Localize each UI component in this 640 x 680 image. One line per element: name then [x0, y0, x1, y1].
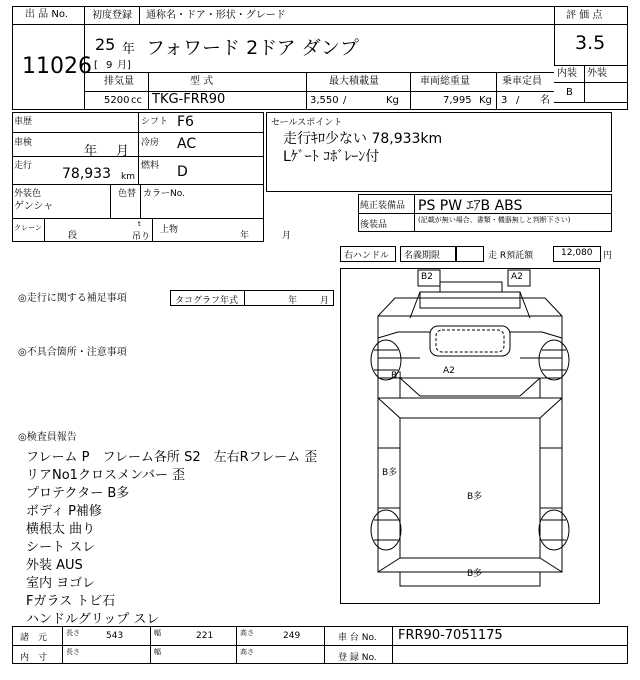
first-reg-label: 初度登録: [92, 10, 132, 21]
mileage: 78,933: [62, 166, 111, 182]
aftermarket-label: 後装品: [360, 220, 388, 230]
inspector-line: Fガラス トビ石: [26, 594, 116, 609]
month-close: 月]: [117, 60, 131, 71]
height-value: 249: [283, 631, 301, 641]
crane-label: クレーン: [14, 224, 42, 232]
gross-weight: 7,995: [443, 95, 472, 106]
registration-label: 登 録 No.: [338, 653, 377, 663]
car-name: フォワード 2ドア ダンプ: [146, 37, 359, 59]
chassis-number: FRR90-7051175: [398, 628, 503, 643]
name-change-value: [456, 246, 484, 262]
crane-t: t: [138, 220, 141, 228]
max-load-unit: Kg: [386, 95, 399, 106]
capacity-label: 乗車定員: [502, 76, 542, 87]
width-label: 幅: [154, 629, 161, 637]
defect-notes-label: ◎不具合箇所・注意事項: [18, 347, 127, 358]
inspector-line: 室内 ヨゴレ: [26, 576, 96, 591]
month-open: [: [94, 60, 98, 71]
damage-b2: B2: [421, 272, 433, 282]
inner-width-label: 幅: [154, 648, 161, 656]
damage-b-many-left: B多: [382, 468, 398, 478]
tacho-year: 年: [288, 296, 298, 306]
inspector-line: ハンドルグリップ スレ: [26, 612, 160, 627]
year: 25: [95, 35, 116, 54]
crane-stage: 段: [68, 231, 78, 241]
lift-label: 上物: [160, 225, 179, 235]
capacity: 3: [501, 95, 508, 106]
interior-dims-label: 内 寸: [20, 653, 48, 663]
exterior-label: 外装: [587, 68, 607, 79]
mileage-label: 走行: [14, 161, 33, 171]
inner-height-label: 高さ: [240, 648, 254, 656]
displacement-unit: cc: [131, 95, 142, 106]
color: ゲンシャ: [14, 201, 54, 212]
capacity-slash: /: [516, 95, 520, 106]
inspector-line: プロテクター B多: [26, 486, 130, 501]
year-unit: 年: [122, 42, 136, 57]
displacement: 5200: [104, 95, 130, 106]
fuel-label: 燃料: [141, 161, 160, 171]
rating-label: 評 価 点: [566, 10, 603, 21]
recycle-unit: 円: [603, 251, 613, 261]
damage-b-many-bottom: B多: [467, 569, 483, 579]
inspector-line: ボディ P補修: [26, 504, 102, 519]
inspector-line: 横根太 曲り: [26, 522, 96, 537]
length-label: 長さ: [66, 629, 80, 637]
sales-point-label: セールスポイント: [271, 118, 343, 128]
crane-lift: 吊り: [132, 232, 151, 242]
rating: 3.5: [575, 32, 606, 54]
fuel: D: [177, 164, 188, 180]
lot-no-label: 出 品 No.: [25, 9, 68, 20]
capacity-unit: 名: [540, 95, 550, 106]
height-label: 高さ: [240, 629, 254, 637]
color-change-label: 色替: [118, 189, 137, 199]
interior-grade: B: [566, 87, 573, 98]
oem-equipment: PS PW ｴｱB ABS: [418, 198, 523, 214]
ac: AC: [177, 136, 197, 152]
displacement-label: 排気量: [104, 76, 134, 87]
sales-line-1: 走行ｷﾛ少ない 78,933km: [283, 131, 443, 147]
chassis-label: 車 台 No.: [338, 633, 377, 643]
aftermarket-note: (記載が無い場合、書類・機器無しと判断下さい): [418, 216, 571, 224]
max-load-slash: /: [343, 95, 347, 106]
width-value: 221: [196, 631, 214, 641]
max-load-label: 最大積載量: [329, 76, 379, 87]
inspection-label: 車検: [14, 138, 33, 148]
inspector-report-label: ◎検査員報告: [18, 432, 77, 443]
rhd-label: 右ハンドル: [344, 251, 390, 261]
model: TKG-FRR90: [152, 92, 226, 107]
month: 9: [106, 60, 113, 71]
damage-a2-cab: A2: [443, 366, 455, 376]
max-load: 3,550: [310, 95, 339, 106]
inner-length-label: 長さ: [66, 648, 80, 656]
color-no-label: カラーNo.: [143, 189, 185, 199]
inspector-line: シート スレ: [26, 540, 96, 555]
lift-year: 年: [240, 231, 250, 241]
damage-a2-top: A2: [511, 272, 523, 282]
damage-b-many-center: B多: [467, 492, 483, 502]
damage-b1: B1: [391, 371, 403, 381]
length-value: 543: [106, 631, 124, 641]
recycle-fee: 12,080: [561, 248, 593, 258]
model-label: 型 式: [190, 76, 214, 87]
dimensions-label: 諸 元: [20, 633, 48, 643]
ac-label: 冷房: [141, 138, 160, 148]
inspector-line: 外装 AUS: [26, 558, 83, 573]
oem-label: 純正装備品: [360, 201, 406, 211]
tacho-label: タコグラフ年式: [175, 296, 239, 306]
shift: F6: [177, 114, 194, 130]
tacho-month: 月: [320, 296, 330, 306]
odometer-label: 走 R預託額: [488, 251, 534, 261]
inspection-month: 月: [116, 144, 130, 159]
name-change-label: 名義期限: [404, 251, 441, 261]
inspection-year: 年: [84, 144, 98, 159]
gross-weight-label: 車両総重量: [420, 76, 470, 87]
inspector-line: フレーム P フレーム各所 S2 左右Rフレーム 歪: [26, 450, 318, 465]
sales-line-2: Lｹﾞｰﾄ ｺﾎﾞﾚｰﾝ付: [283, 149, 380, 165]
history-label: 車歴: [14, 117, 33, 127]
lot-no: 11026: [22, 54, 92, 79]
model-name-label: 通称名・ドア・形状・グレード: [146, 10, 286, 21]
mileage-unit: km: [121, 172, 135, 182]
driving-notes-label: ◎走行に関する補足事項: [18, 293, 127, 304]
lift-month: 月: [282, 231, 292, 241]
shift-label: シフト: [141, 117, 169, 127]
truck-diagram: [340, 268, 600, 604]
color-label: 外装色: [14, 189, 42, 199]
gross-weight-unit: Kg: [479, 95, 492, 106]
inspector-line: リアNo1クロスメンバー 歪: [26, 468, 186, 483]
interior-label: 内装: [557, 68, 577, 79]
